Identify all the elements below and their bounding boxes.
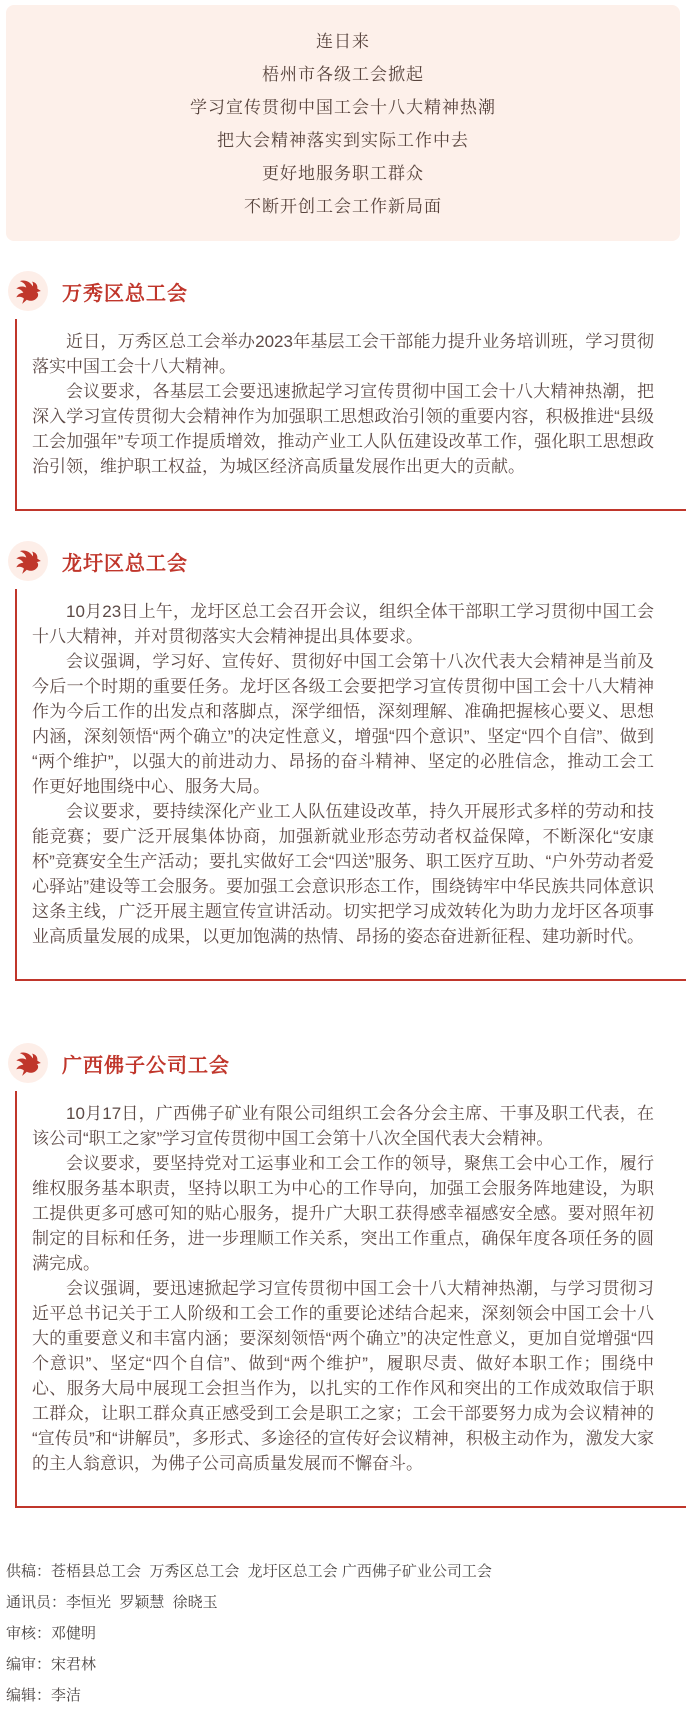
section-body: [15, 589, 686, 981]
section-wanxiu: [0, 271, 686, 511]
article-page: [0, 5, 686, 1725]
section-header: [8, 271, 686, 311]
credit-line-contributors: 供稿：苍梧县总工会 万秀区总工会 龙圩区总工会 广西佛子矿业公司工会: [6, 1563, 492, 1580]
credit-line-senior-editor: 编审：宋君林: [6, 1656, 97, 1673]
dove-icon: [8, 271, 48, 311]
section-body: [15, 319, 686, 511]
credit-line-reviewer: 审核：邓健明: [6, 1625, 97, 1642]
intro-banner: [6, 5, 680, 241]
banner-line: 不断开创工会工作新局面: [244, 197, 442, 216]
body-paragraph: 近日，万秀区总工会举办2023年基层工会干部能力提升业务培训班，学习贯彻落实中国工会十八大精神。: [32, 332, 654, 376]
section-title: 龙圩区总工会: [62, 552, 188, 575]
body-paragraph: 10月23日上午，龙圩区总工会召开会议，组织全体干部职工学习贯彻中国工会十八大精神，并对贯彻落实大会精神提出具体要求。: [32, 602, 654, 646]
body-paragraph: 会议要求，要持续深化产业工人队伍建设改革，持久开展形式多样的劳动和技能竞赛；要广泛开展集体协商，加强新就业形态劳动者权益保障，不断深化“安康杯”竞赛安全生产活动；要扎实做好工会“四送”服务、职工医疗互助、“户外劳动者爱心驿站”建设等工会服务。要加强工会意识形态工作，围绕铸牢中华民族共同体意识这条主线，广泛开展主题宣传宣讲活动。切实把学习成效转化为助力龙圩区各项事业高质量发展的成果，以更加饱满的热情、昂扬的姿态奋进新征程、建功新时代。: [32, 802, 654, 946]
section-body: [15, 1091, 686, 1508]
section-header: [8, 541, 686, 581]
section-title: 广西佛子公司工会: [62, 1054, 230, 1077]
banner-line: 更好地服务职工群众: [262, 164, 424, 183]
banner-line: 连日来: [316, 32, 370, 51]
section-fozi: [0, 1043, 686, 1508]
body-paragraph: 会议强调，学习好、宣传好、贯彻好中国工会第十八次代表大会精神是当前及今后一个时期的重要任务。龙圩区各级工会要把学习宣传贯彻中国工会十八大精神作为今后工作的出发点和落脚点，深学细悟，深刻理解、准确把握核心要义、思想内涵，深刻领悟“两个确立”的决定性意义，增强“四个意识”、坚定“四个自信”、做到“两个维护”，以强大的前进动力、昂扬的奋斗精神、坚定的必胜信念，推动工会工作更好地围绕中心、服务大局。: [32, 652, 654, 796]
body-paragraph: 会议强调，要迅速掀起学习宣传贯彻中国工会十八大精神热潮，与学习贯彻习近平总书记关于工人阶级和工会工作的重要论述结合起来，深刻领会中国工会十八大的重要意义和丰富内涵；要深刻领悟“两个确立”的决定性意义，更加自觉增强“四个意识”、坚定“四个自信”、做到“两个维护”，履职尽责、做好本职工作；围绕中心、服务大局中展现工会担当作为，以扎实的工作作风和突出的工作成效取信于职工群众，让职工群众真正感受到工会是职工之家；工会干部要努力成为会议精神的“宣传员”和“讲解员”，多形式、多途径的宣传好会议精神，积极主动作为，激发大家的主人翁意识，为佛子公司高质量发展而不懈奋斗。: [32, 1279, 654, 1473]
credit-line-editor: 编辑：李洁: [6, 1687, 82, 1704]
section-title: 万秀区总工会: [62, 282, 188, 305]
banner-line: 学习宣传贯彻中国工会十八大精神热潮: [190, 98, 496, 117]
section-header: [8, 1043, 686, 1083]
dove-icon: [8, 541, 48, 581]
dove-icon: [8, 1043, 48, 1083]
body-paragraph: 会议要求，要坚持党对工运事业和工会工作的领导，聚焦工会中心工作，履行维权服务基本职责，坚持以职工为中心的工作导向，加强工会服务阵地建设，为职工提供更多可感可知的贴心服务，提升广大职工获得感幸福感安全感。要对照年初制定的目标和任务，进一步理顺工作关系，突出工作重点，确保年度各项任务的圆满完成。: [32, 1154, 654, 1273]
banner-line: 梧州市各级工会掀起: [262, 65, 424, 84]
body-paragraph: 会议要求，各基层工会要迅速掀起学习宣传贯彻中国工会十八大精神热潮，把深入学习宣传贯彻大会精神作为加强职工思想政治引领的重要内容，积极推进“县级工会加强年”专项工作提质增效，推动产业工人队伍建设改革工作，强化职工思想政治引领，维护职工权益，为城区经济高质量发展作出更大的贡献。: [32, 382, 654, 476]
section-longxu: [0, 541, 686, 981]
credit-line-correspondents: 通讯员：李恒光 罗颖慧 徐晓玉: [6, 1594, 218, 1611]
banner-line: 把大会精神落实到实际工作中去: [217, 131, 469, 150]
body-paragraph: 10月17日，广西佛子矿业有限公司组织工会各分会主席、干事及职工代表，在该公司“职工之家”学习宣传贯彻中国工会第十八次全国代表大会精神。: [32, 1104, 654, 1148]
credits-footer: [6, 1556, 680, 1725]
